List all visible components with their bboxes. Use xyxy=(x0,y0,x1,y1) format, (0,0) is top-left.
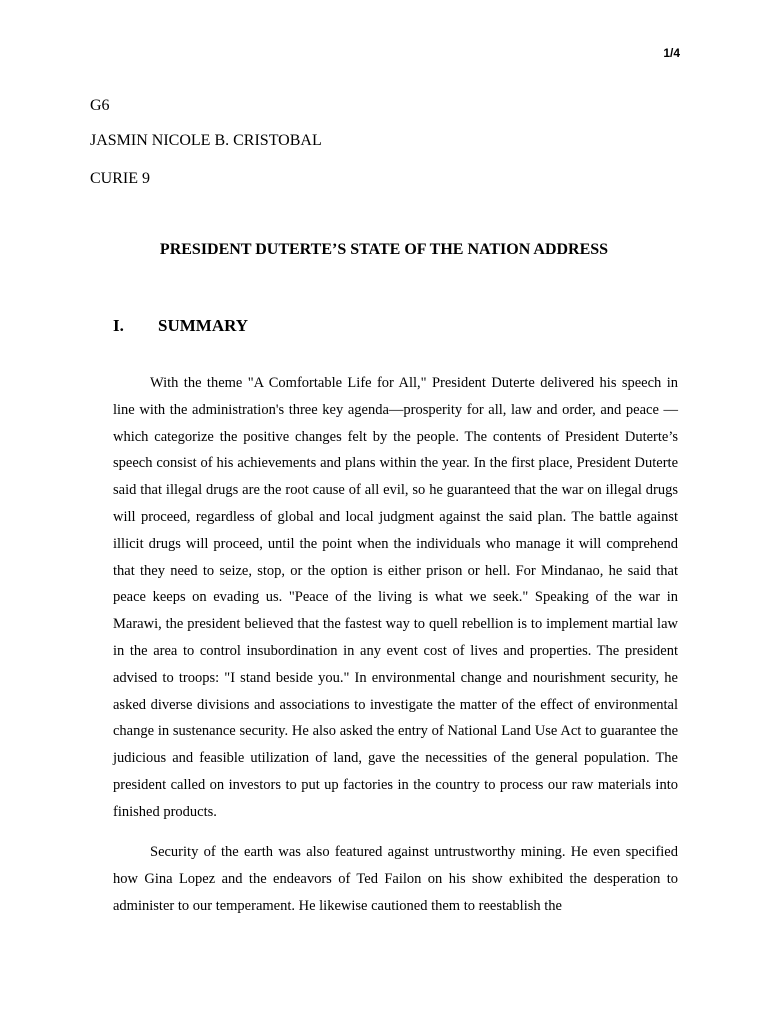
document-title: PRESIDENT DUTERTE’S STATE OF THE NATION ADDRESS xyxy=(159,241,609,258)
section-label: CURIE 9 xyxy=(90,170,150,187)
body-paragraph-1-container xyxy=(113,370,678,826)
body-paragraph: Security of the earth was also featured against untrustworthy mining. He even specified how Gina Lopez and the endeavors of Ted Failon on his show exhibited the desperation to administer to our temperament. He likewise cautioned them to reestablish the xyxy=(113,844,678,914)
body-paragraph: With the theme "A Comfortable Life for All," President Duterte delivered his speech in line with the administration's three key agenda—prosperity for all, law and order, and peace —which categorize the positive changes felt by the people. The contents of President Duterte’s speech consist of his achievements and plans within the year. In the first place, President Duterte said that illegal drugs are the root cause of all evil, so he guaranteed that the war on illegal drugs will proceed, regardless of global and local judgment against the said plan. The battle against illicit drugs will proceed, until the point when the individuals who manage it will comprehend that they need to seize, stop, or the option is either prison or hell. For Mindanao, he said that peace keeps on evading us. "Peace of the living is what we seek." Speaking of the war in Marawi, the president believed that the fastest way to quell rebellion is to implement martial law in the area to control insubordination in any event cost of lives and properties. The president advised to troops: "I stand beside you." In environmental change and nourishment security, he asked diverse divisions and associations to investigate the matter of the effect of environmental change in sustenance security. He also asked the entry of National Land Use Act to guarantee the judicious and feasible utilization of land, gave the necessities of the general population. The president called on investors to put up factories in the country to process our raw materials into finished products. xyxy=(113,375,678,820)
body-paragraph-2-container xyxy=(113,839,678,919)
section-heading xyxy=(113,315,248,337)
section-title: SUMMARY xyxy=(158,316,249,335)
author-name: JASMIN NICOLE B. CRISTOBAL xyxy=(90,132,322,149)
group-label: G6 xyxy=(90,97,110,114)
section-number: I. xyxy=(113,316,124,335)
page-number: 1/4 xyxy=(663,46,680,60)
